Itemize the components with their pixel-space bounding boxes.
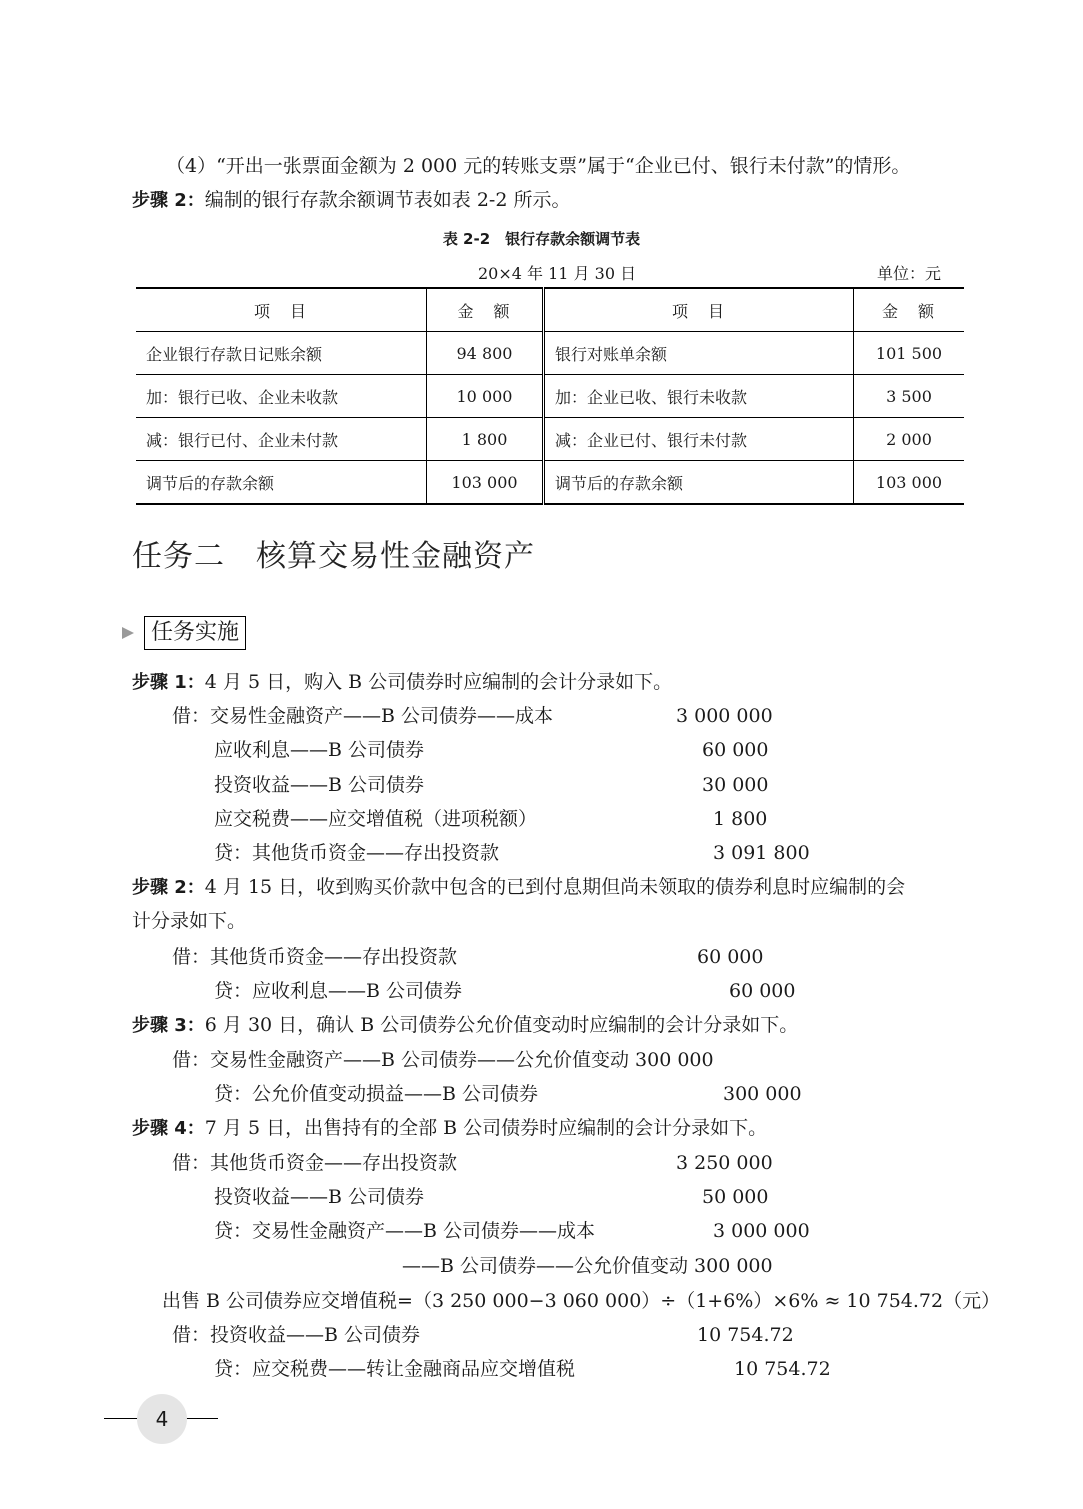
entry-amount: 60 000 — [729, 980, 796, 1002]
entry-amount: 3 250 000 — [676, 1152, 773, 1174]
table-row — [136, 418, 964, 461]
header-item-left: 项 目 — [136, 288, 427, 332]
page-number-rule-right — [186, 1418, 218, 1419]
table-cell: 3 500 — [854, 375, 965, 418]
step-label: 步骤 3： — [132, 1015, 205, 1036]
entry-text: 投资收益——B 公司债券 — [214, 774, 425, 796]
step-text: 4 月 5 日，购入 B 公司债券时应编制的会计分录如下。 — [204, 671, 673, 693]
entry-amount: 10 754.72 — [697, 1324, 794, 1346]
step-text-continued: 计分录如下。 — [132, 910, 247, 932]
intro-line-4: （4）“开出一张票面金额为 2 000 元的转账支票”属于“企业已付、银行未付款”的情形。 — [166, 155, 911, 177]
step-label: 步骤 2： — [132, 877, 205, 898]
entry-text: 应收利息——B 公司债券 — [214, 739, 425, 761]
task-implementation-label: 任务实施 — [144, 616, 246, 650]
arrow-marker-icon — [122, 627, 134, 639]
table-cell: 103 000 — [427, 461, 544, 505]
step-text: 编制的银行存款余额调节表如表 2-2 所示。 — [204, 189, 571, 211]
table-unit: 单位：元 — [877, 264, 942, 283]
entry-amount: 300 000 — [723, 1083, 802, 1105]
entry-text: 贷：交易性金融资产——B 公司债券——成本 — [214, 1220, 596, 1242]
table-cell: 103 000 — [875, 472, 943, 492]
step-text: 7 月 5 日，出售持有的全部 B 公司债券时应编制的会计分录如下。 — [204, 1117, 768, 1139]
entry-text: 借：交易性金融资产——B 公司债券——公允价值变动 300 000 — [172, 1049, 714, 1071]
step-4-paragraph — [132, 1115, 767, 1142]
page-number: 4 — [137, 1394, 187, 1444]
table-row — [136, 461, 964, 505]
table-header-row — [136, 288, 964, 332]
table-cell: 银行对账单余额 — [544, 332, 854, 375]
step-label: 步骤 2： — [132, 190, 205, 211]
header-item-right: 项 目 — [544, 288, 854, 332]
entry-amount: 30 000 — [702, 774, 769, 796]
table-cell: 减：银行已付、企业未付款 — [136, 418, 427, 461]
entry-text: 借：其他货币资金——存出投资款 — [172, 1152, 458, 1174]
reconciliation-table — [136, 287, 964, 505]
table-row — [136, 375, 964, 418]
table-cell: 调节后的存款余额 — [136, 461, 427, 505]
table-cell: 加：银行已收、企业未收款 — [136, 375, 427, 418]
entry-text: ——B 公司债券——公允价值变动 300 000 — [402, 1255, 773, 1277]
tax-calculation: 出售 B 公司债券应交增值税=（3 250 000−3 060 000）÷（1+6%）×6% ≈ 10 754.72（元） — [162, 1290, 1001, 1312]
step-2-paragraph — [132, 187, 570, 214]
entry-text: 借：其他货币资金——存出投资款 — [172, 946, 458, 968]
entry-text: 借：投资收益——B 公司债券 — [172, 1324, 421, 1346]
step-1-paragraph — [132, 669, 672, 696]
step-label: 步骤 4： — [132, 1118, 205, 1139]
table-cell: 企业银行存款日记账余额 — [136, 332, 427, 375]
entry-amount: 60 000 — [697, 946, 764, 968]
entry-text: 贷：其他货币资金——存出投资款 — [214, 842, 500, 864]
entry-amount: 60 000 — [702, 739, 769, 761]
table-cell: 1 800 — [427, 418, 544, 461]
table-cell: 调节后的存款余额 — [544, 461, 854, 505]
entry-amount: 3 000 000 — [713, 1220, 810, 1242]
table-cell: 10 000 — [427, 375, 544, 418]
table-cell: 94 800 — [427, 332, 544, 375]
entry-text: 贷：应交税费——转让金融商品应交增值税 — [214, 1358, 576, 1380]
entry-text: 贷：应收利息——B 公司债券 — [214, 980, 463, 1002]
step-3-paragraph — [132, 1012, 798, 1039]
entry-text: 借：交易性金融资产——B 公司债券——成本 — [172, 705, 554, 727]
header-amount-left: 金 额 — [427, 288, 544, 332]
table-caption: 表 2-2 银行存款余额调节表 — [442, 230, 641, 248]
section-heading: 任务二 核算交易性金融资产 — [132, 539, 535, 574]
step-text: 4 月 15 日，收到购买价款中包含的已到付息期但尚未领取的债券利息时应编制的会 — [204, 876, 906, 898]
entry-amount: 3 000 000 — [676, 705, 773, 727]
table-cell: 2 000 — [854, 418, 965, 461]
entry-amount: 10 754.72 — [734, 1358, 831, 1380]
entry-text: 应交税费——应交增值税（进项税额） — [214, 808, 538, 830]
table-cell: 101 500 — [854, 332, 965, 375]
table-cell: 加：企业已收、银行未收款 — [544, 375, 854, 418]
entry-amount: 50 000 — [702, 1186, 769, 1208]
table-date: 20×4 年 11 月 30 日 — [478, 264, 637, 283]
page-number-rule-left — [104, 1418, 138, 1419]
entry-text: 投资收益——B 公司债券 — [214, 1186, 425, 1208]
entry-text: 贷：公允价值变动损益——B 公司债券 — [214, 1083, 539, 1105]
table-cell: 减：企业已付、银行未付款 — [544, 418, 854, 461]
step-2b-paragraph — [132, 874, 905, 901]
entry-amount: 3 091 800 — [713, 842, 810, 864]
entry-amount: 1 800 — [713, 808, 768, 830]
table-row — [136, 332, 964, 375]
header-amount-right: 金 额 — [854, 288, 965, 332]
step-label: 步骤 1： — [132, 672, 205, 693]
step-text: 6 月 30 日，确认 B 公司债券公允价值变动时应编制的会计分录如下。 — [204, 1014, 799, 1036]
